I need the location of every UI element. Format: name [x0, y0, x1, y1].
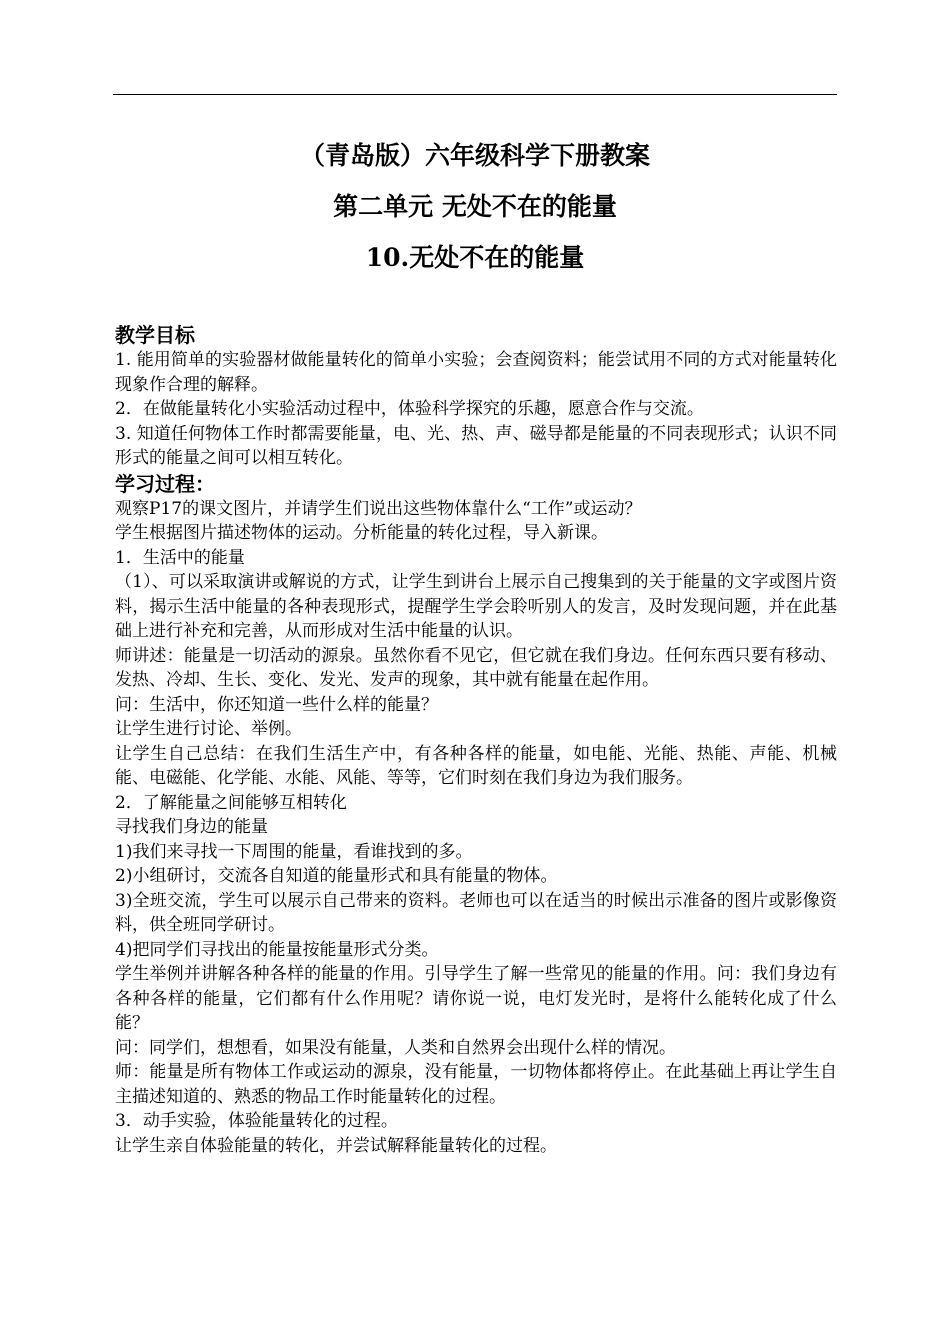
paragraph: 问：生活中，你还知道一些什么样的能量？	[115, 694, 438, 715]
lesson-title: 10.无处不在的能量	[365, 243, 585, 272]
paragraph: 让学生亲自体验能量的转化，并尝试解释能量转化的过程。	[115, 1135, 557, 1156]
paragraph: 2．了解能量之间能够互相转化	[115, 792, 347, 813]
section-learning-process	[115, 471, 837, 1159]
paragraph: 1．生活中的能量	[115, 547, 245, 568]
document-body	[115, 322, 837, 1158]
section-heading: 教学目标	[115, 323, 195, 347]
paragraph: 3)全班交流，学生可以展示自己带来的资料。老师也可以在适当的时候出示准备的图片或影像资料，供全班同学研讨。	[115, 890, 837, 935]
paragraph: 1)我们来寻找一下周围的能量，看谁找到的多。	[115, 841, 473, 862]
title-block	[113, 130, 837, 283]
unit-title: 第二单元 无处不在的能量	[333, 192, 617, 221]
paragraph: 3．动手实验，体验能量转化的过程。	[115, 1111, 398, 1131]
paragraph: 观察P17的课文图片，并请学生们说出这些物体靠什么“工作”或运动？	[115, 498, 642, 519]
paragraph: 让学生自己总结：在我们生活生产中，有各种各样的能量，如电能、光能、热能、声能、机械能、电磁能、化学能、水能、风能、等等，它们时刻在我们身边为我们服务。	[115, 743, 837, 788]
paragraph: 让学生进行讨论、举例。	[115, 719, 302, 739]
paragraph: 师：能量是所有物体工作或运动的源泉，没有能量，一切物体都将停止。在此基础上再让学生自主描述知道的、熟悉的物品工作时能量转化的过程。	[115, 1062, 837, 1107]
paragraph: 寻找我们身边的能量	[115, 817, 268, 837]
paragraph: （1）、可以采取演讲或解说的方式，让学生到讲台上展示自己搜集到的关于能量的文字或图片资料，揭示生活中能量的各种表现形式，提醒学生学会聆听别人的发言，及时发现问题，并在此基础上进行补充和完善，从而形成对生活中能量的认识。	[115, 572, 837, 641]
paragraph: 1. 能用简单的实验器材做能量转化的简单小实验；会查阅资料；能尝试用不同的方式对能量转化现象作合理的解释。	[115, 350, 837, 395]
section-heading: 学习过程：	[115, 471, 215, 496]
paragraph: 师讲述：能量是一切活动的源泉。虽然你看不见它，但它就在我们身边。任何东西只要有移动、发热、冷却、生长、变化、发光、发声的现象，其中就有能量在起作用。	[115, 645, 837, 690]
paragraph: 学生根据图片描述物体的运动。分析能量的转化过程，导入新课。	[115, 523, 608, 543]
paragraph: 问：同学们，想想看，如果没有能量，人类和自然界会出现什么样的情况。	[115, 1037, 676, 1058]
document-title: （青岛版）六年级科学下册教案	[299, 141, 650, 170]
paragraph: 3. 知道任何物体工作时都需要能量，电、光、热、声、磁导都是能量的不同表现形式；认识不同形式的能量之间可以相互转化。	[115, 423, 837, 468]
section-teaching-goals	[115, 322, 837, 471]
paragraph: 学生举例并讲解各种各样的能量的作用。引导学生了解一些常见的能量的作用。问：我们身边有各种各样的能量，它们都有什么作用呢？请你说一说，电灯发光时，是将什么能转化成了什么能？	[115, 964, 837, 1033]
paragraph: 4)把同学们寻找出的能量按能量形式分类。	[115, 939, 439, 960]
paragraph: 2．在做能量转化小实验活动过程中，体验科学探究的乐趣，愿意合作与交流。	[115, 399, 704, 419]
header-rule	[113, 94, 837, 95]
paragraph: 2)小组研讨，交流各自知道的能量形式和具有能量的物体。	[115, 866, 558, 886]
